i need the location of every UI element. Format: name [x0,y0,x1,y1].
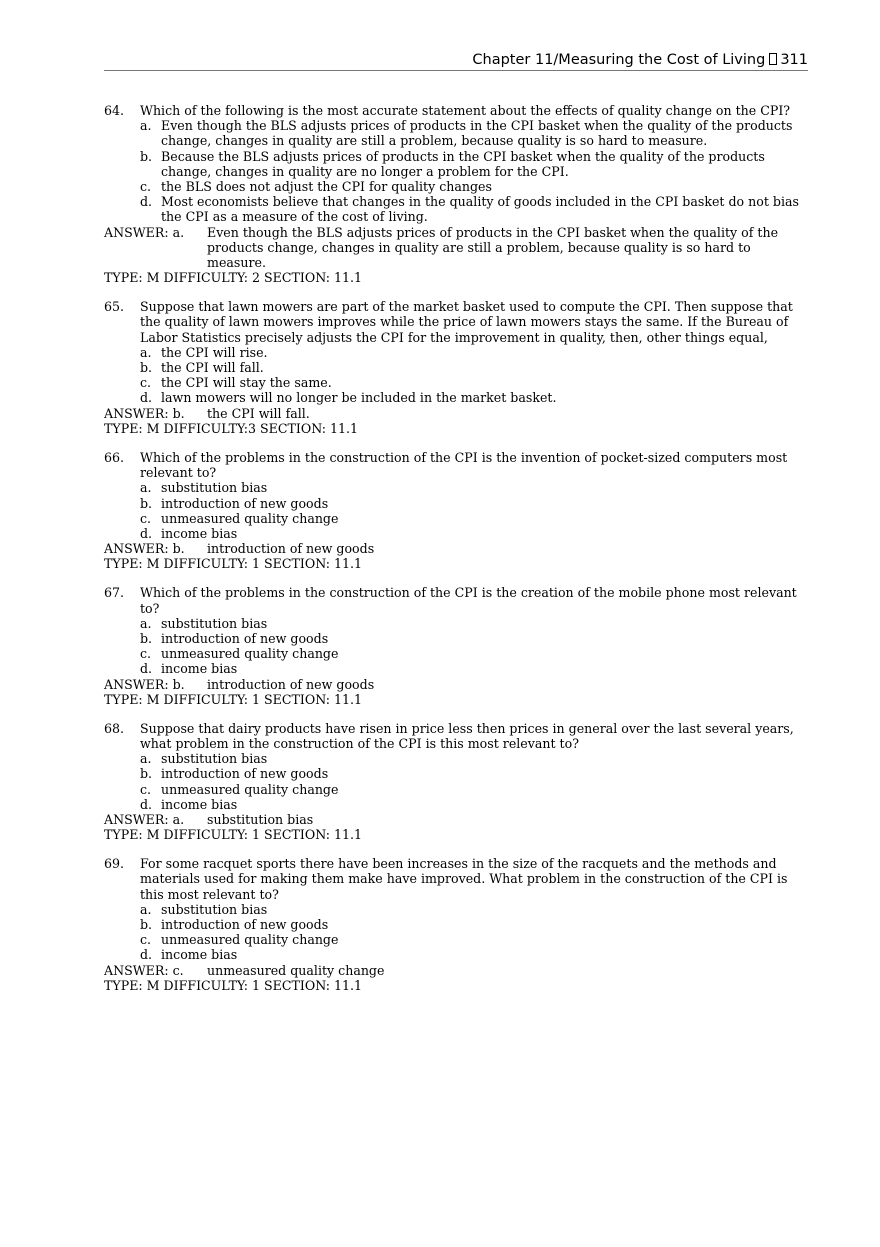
question-text: Suppose that lawn mowers are part of the market basket used to compute the CPI. Then suppose that the quality of lawn mowers improves while the price of lawn mowers stays the same. If the Bureau of Labor Statistics precisely adjusts the CPI for the improvement in quality, then, other things equal, [140,299,793,345]
answer-label: ANSWER: b. [104,405,185,421]
option-letter: a. [140,344,152,360]
option-d [104,797,808,812]
option-b [104,496,808,511]
option-text: Because the BLS adjusts prices of products in the CPI basket when the quality of the products change, changes in quality are no longer a problem for the CPI. [161,148,765,179]
option-text: introduction of new goods [161,630,329,646]
option-text: the CPI will fall. [161,360,264,376]
question-number: 68. [104,720,125,736]
option-text: income bias [161,947,238,963]
option-list [104,616,808,677]
option-text: introduction of new goods [161,495,329,511]
option-letter: c. [140,781,152,797]
question-meta: TYPE: M DIFFICULTY: 2 SECTION: 11.1 [104,270,363,286]
option-a [104,480,808,495]
option-letter: d. [140,390,153,406]
option-letter: d. [140,796,153,812]
question-text: Which of the following is the most accurate statement about the effects of quality change on the CPI? [140,103,791,118]
answer-text: Even though the BLS adjusts prices of products in the CPI basket when the quality of the products change, changes in quality are still a problem, because quality is so hard to measure. [207,224,779,271]
option-c [104,375,808,390]
question-stem [104,585,808,615]
option-b [104,631,808,646]
option-letter: d. [140,194,153,210]
question-text: For some racquet sports there have been increases in the size of the racquets and the methods and materials used for making them make have improved. What problem in the construction of the CPI is this most relevant to? [140,856,788,902]
option-letter: d. [140,661,153,677]
option-c [104,646,808,661]
option-letter: c. [140,510,152,526]
option-letter: b. [140,766,153,782]
option-text: introduction of new goods [161,766,329,782]
running-title: Chapter 11/Measuring the Cost of Living [472,52,766,68]
option-c [104,511,808,526]
answer-line [104,406,808,421]
option-b [104,917,808,932]
question-meta: TYPE: M DIFFICULTY:3 SECTION: 11.1 [104,420,359,436]
option-text: income bias [161,796,238,812]
answer-label: ANSWER: a. [104,224,185,240]
option-text: Most economists believe that changes in the quality of goods included in the CPI basket do not bias the CPI as a measure of the cost of living. [161,194,799,225]
option-text: substitution bias [161,751,268,767]
option-d [104,947,808,962]
option-list [104,345,808,406]
option-list [104,902,808,963]
question-number: 67. [104,585,125,601]
option-text: substitution bias [161,480,268,496]
answer-text: introduction of new goods [207,541,375,557]
option-a [104,616,808,631]
option-b [104,766,808,781]
answer-label: ANSWER: c. [104,962,184,978]
question-number: 64. [104,103,125,118]
question-text: Which of the problems in the construction of the CPI is the creation of the mobile phone most relevant to? [140,585,797,616]
option-text: unmeasured quality change [161,510,339,526]
question-stem [104,721,808,751]
option-letter: d. [140,947,153,963]
option-text: unmeasured quality change [161,932,339,948]
option-letter: a. [140,751,152,767]
answer-line [104,225,808,271]
answer-line [104,677,808,692]
option-text: introduction of new goods [161,917,329,933]
answer-label: ANSWER: a. [104,811,185,827]
option-letter: d. [140,525,153,541]
option-d [104,390,808,405]
option-d [104,661,808,676]
option-text: income bias [161,525,238,541]
option-a [104,751,808,766]
option-a [104,345,808,360]
option-letter: b. [140,360,153,376]
option-letter: b. [140,495,153,511]
option-text: the BLS does not adjust the CPI for quality changes [161,179,492,195]
question-66 [104,450,808,572]
question-stem [104,856,808,902]
option-list [104,751,808,812]
option-text: unmeasured quality change [161,781,339,797]
option-text: income bias [161,661,238,677]
question-meta: TYPE: M DIFFICULTY: 1 SECTION: 11.1 [104,691,363,707]
question-text: Which of the problems in the construction of the CPI is the invention of pocket-sized computers most relevant to? [140,449,788,481]
option-text: Even though the BLS adjusts prices of products in the CPI basket when the quality of the products change, changes in quality are still a problem, because quality is so hard to measure. [161,118,793,149]
option-text: the CPI will rise. [161,344,268,360]
question-number: 69. [104,856,125,872]
question-number: 65. [104,299,125,315]
option-letter: c. [140,375,152,391]
option-c [104,782,808,797]
option-text: the CPI will stay the same. [161,375,332,391]
answer-label: ANSWER: b. [104,541,185,557]
question-67 [104,585,808,707]
question-list [104,103,808,1007]
option-list [104,118,808,224]
question-64 [104,103,808,285]
question-65 [104,299,808,436]
missing-glyph-icon [769,53,777,65]
question-stem [104,103,808,118]
option-letter: a. [140,480,152,496]
option-text: lawn mowers will no longer be included in the market basket. [161,390,557,406]
option-letter: c. [140,179,152,195]
option-text: substitution bias [161,615,268,631]
answer-line [104,812,808,827]
question-68 [104,721,808,843]
running-header [104,50,808,71]
option-letter: a. [140,118,152,134]
answer-text: introduction of new goods [207,676,375,692]
option-d [104,194,808,224]
option-text: substitution bias [161,901,268,917]
question-69 [104,856,808,993]
option-letter: b. [140,148,153,164]
question-stem [104,299,808,345]
answer-text: unmeasured quality change [207,962,385,978]
question-text: Suppose that dairy products have risen in price less then prices in general over the last several years, what problem in the construction of the CPI is this most relevant to? [140,720,794,751]
option-letter: b. [140,917,153,933]
question-stem [104,450,808,480]
question-meta: TYPE: M DIFFICULTY: 1 SECTION: 11.1 [104,827,363,843]
option-d [104,526,808,541]
answer-text: substitution bias [207,812,314,827]
question-meta: TYPE: M DIFFICULTY: 1 SECTION: 11.1 [104,977,363,993]
option-c [104,932,808,947]
option-a [104,118,808,148]
question-number: 66. [104,449,125,465]
option-letter: c. [140,932,152,948]
option-b [104,149,808,179]
option-b [104,360,808,375]
option-letter: b. [140,630,153,646]
option-letter: a. [140,615,152,631]
option-list [104,480,808,541]
question-meta: TYPE: M DIFFICULTY: 1 SECTION: 11.1 [104,556,363,572]
answer-label: ANSWER: b. [104,676,185,692]
option-a [104,902,808,917]
option-c [104,179,808,194]
answer-line [104,541,808,556]
answer-line [104,963,808,978]
option-text: unmeasured quality change [161,646,339,662]
option-letter: a. [140,901,152,917]
page-number: 311 [780,52,808,68]
answer-text: the CPI will fall. [207,405,310,421]
option-letter: c. [140,646,152,662]
